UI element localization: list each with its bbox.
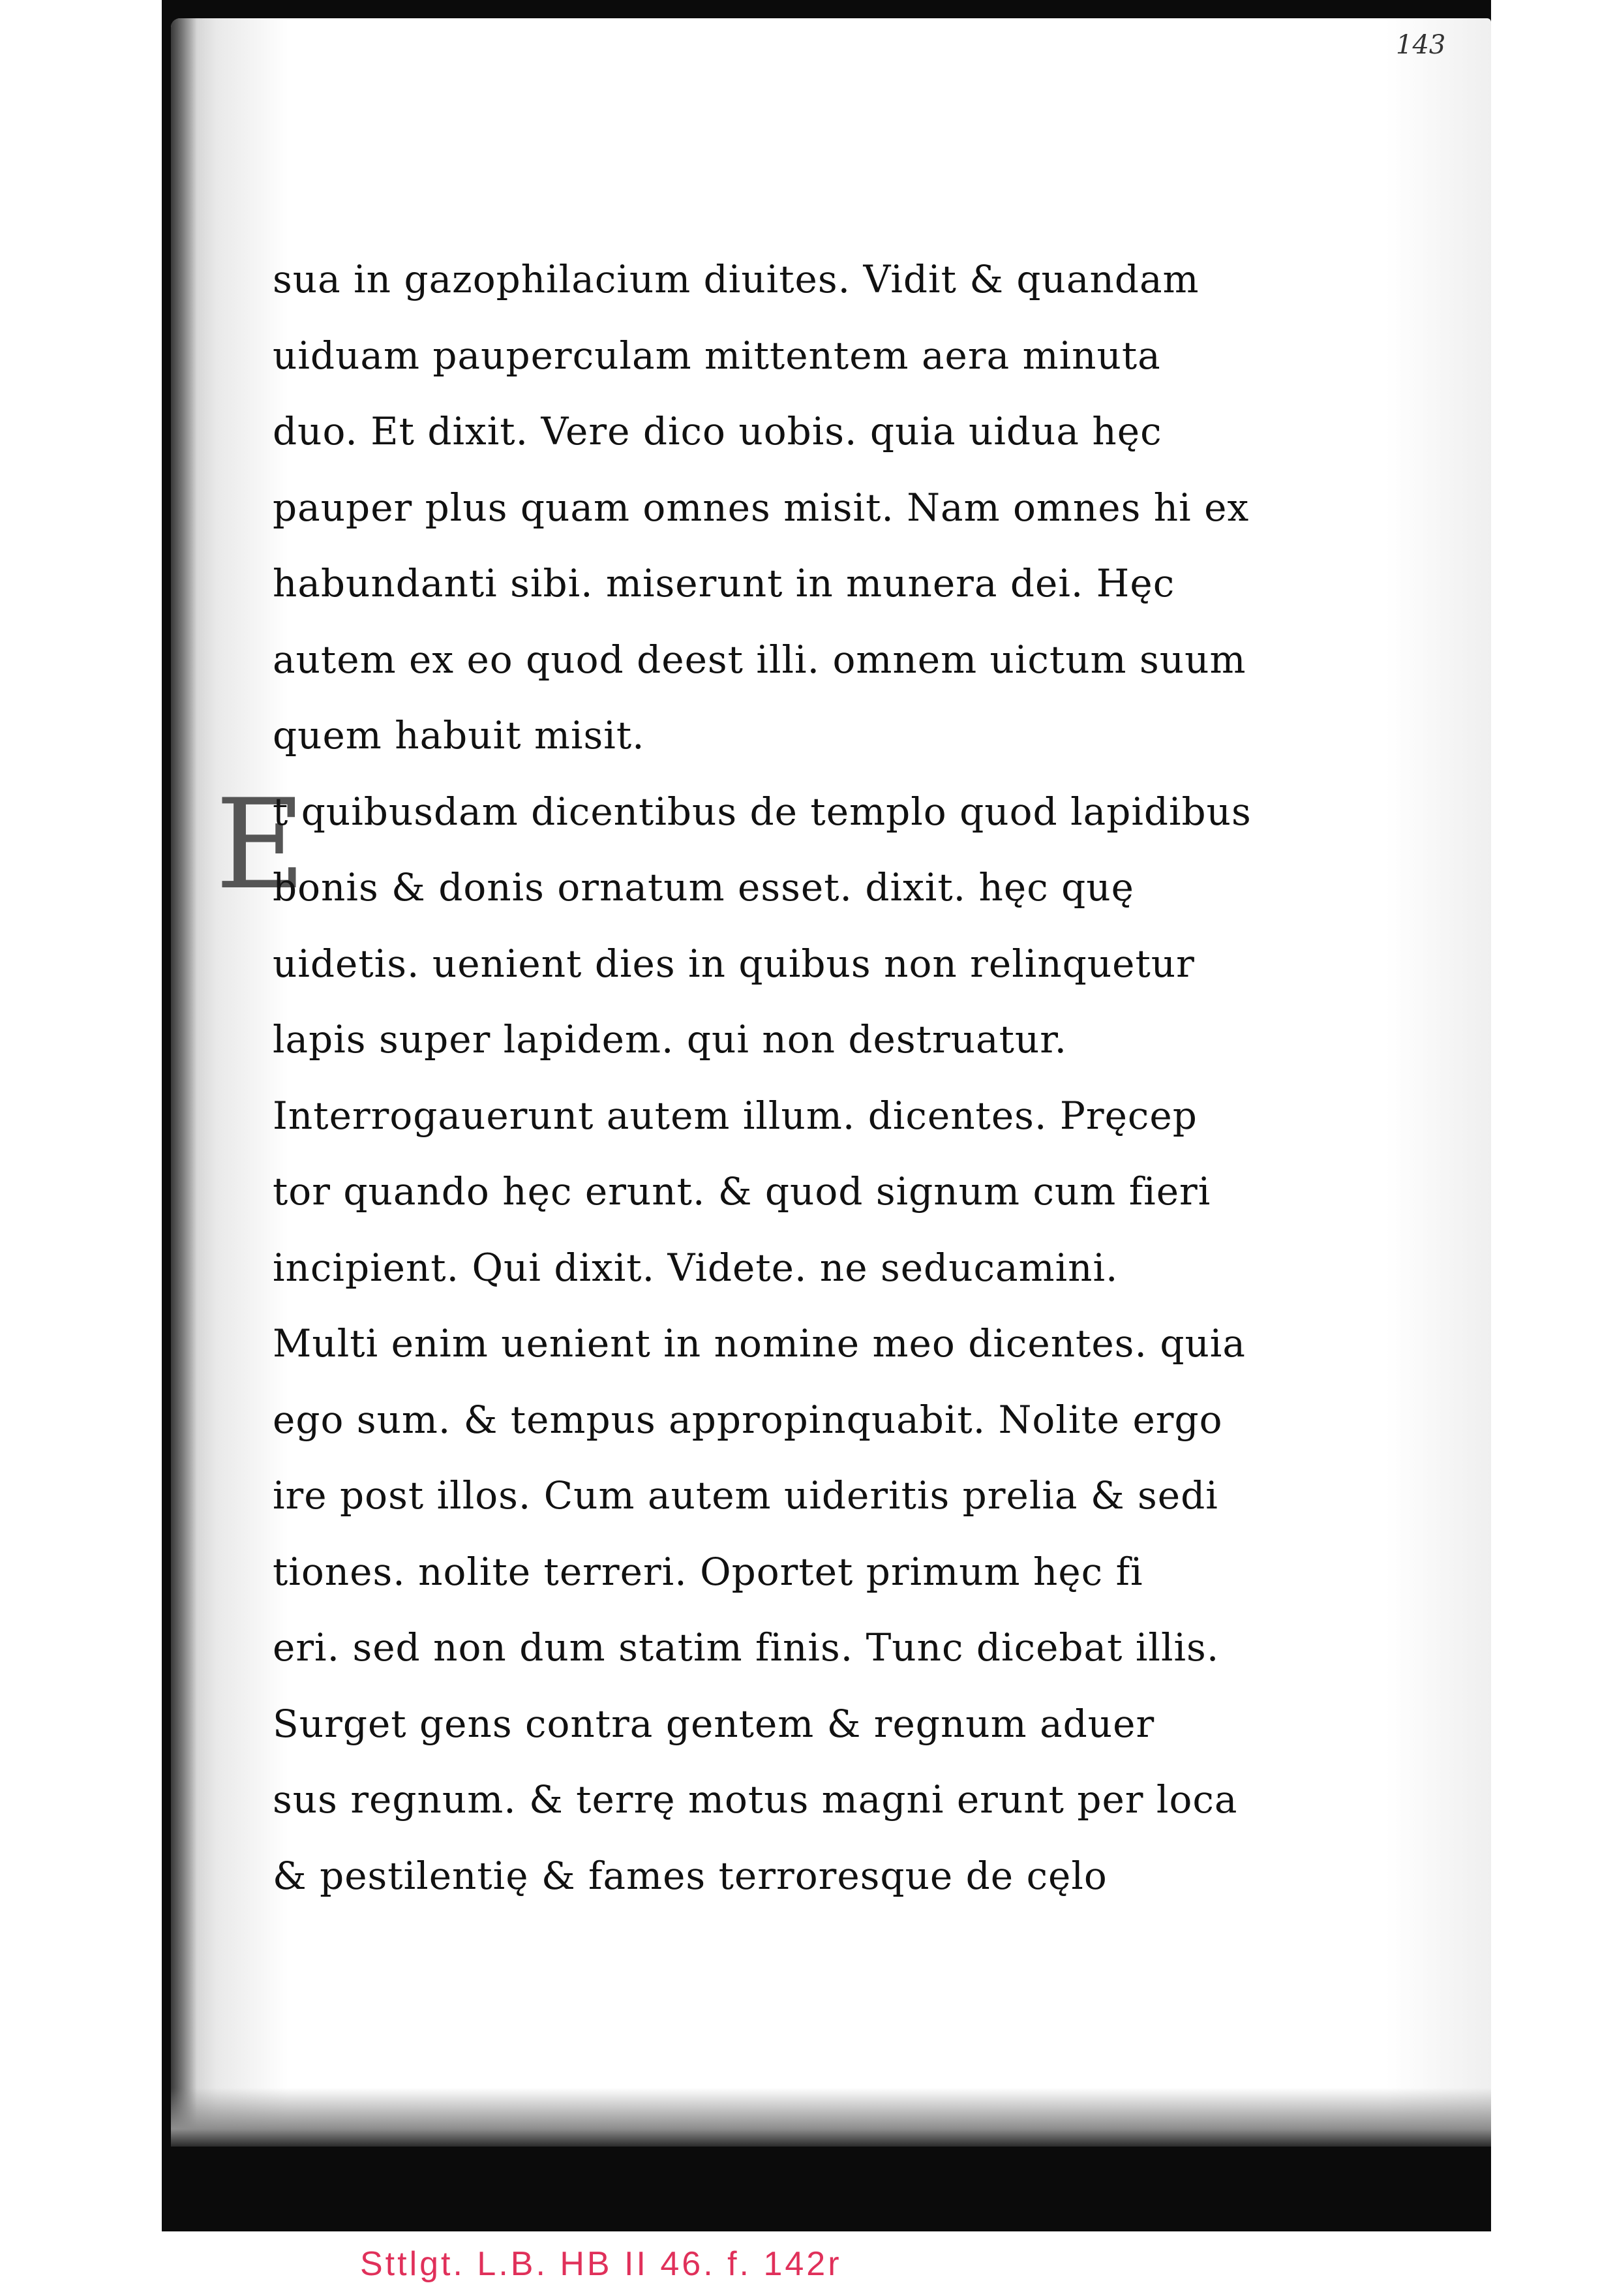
text-line: quem habuit misit. — [273, 713, 645, 758]
text-line: tor quando hęc erunt. & quod signum cum fieri — [273, 1169, 1211, 1214]
bottom-shadow — [171, 2088, 1491, 2147]
text-line: uiduam pauperculam mittentem aera minuta — [273, 333, 1161, 378]
text-line: duo. Et dixit. Vere dico uobis. quia uidua hęc — [273, 409, 1162, 453]
text-line: ire post illos. Cum autem uideritis prelia & sedi — [273, 1473, 1218, 1518]
text-line: Surget gens contra gentem & regnum aduer — [273, 1701, 1155, 1746]
shelfmark-label: Sttlgt. L.B. HB II 46. f. 142r — [360, 2245, 842, 2283]
text-line: ego sum. & tempus appropinquabit. Nolite ergo — [273, 1397, 1223, 1442]
text-line: sua in gazophilacium diuites. Vidit & quandam — [273, 257, 1200, 301]
text-line: lapis super lapidem. qui non destruatur. — [273, 1017, 1068, 1062]
text-line: t quibusdam dicentibus de templo quod lapidibus — [273, 789, 1252, 834]
text-line: & pestilentię & fames terroresque de cęlo — [273, 1853, 1108, 1898]
text-line: autem ex eo quod deest illi. omnem uictum suum — [273, 637, 1246, 682]
text-line: Multi enim uenient in nomine meo dicentes. quia — [273, 1321, 1246, 1366]
text-line: sus regnum. & terrę motus magni erunt per loca — [273, 1777, 1238, 1822]
manuscript-text — [273, 241, 1290, 1914]
text-line: tiones. nolite terreri. Oportet primum hęc fi — [273, 1549, 1143, 1594]
text-line: incipient. Qui dixit. Videte. ne seducamini. — [273, 1245, 1119, 1290]
gutter-shadow — [171, 18, 197, 2139]
folio-number: 143 — [1396, 30, 1446, 60]
text-line: bonis & donis ornatum esset. dixit. hęc quę — [273, 865, 1134, 910]
text-line: habundanti sibi. miserunt in munera dei. Hęc — [273, 561, 1175, 605]
text-line: Interrogauerunt autem illum. dicentes. Pręcep — [273, 1093, 1198, 1138]
decorated-initial: E — [215, 773, 306, 917]
text-line: uidetis. uenient dies in quibus non relinquetur — [273, 941, 1195, 986]
text-line: eri. sed non dum statim finis. Tunc dicebat illis. — [273, 1625, 1220, 1670]
text-line: pauper plus quam omnes misit. Nam omnes hi ex — [273, 485, 1250, 530]
